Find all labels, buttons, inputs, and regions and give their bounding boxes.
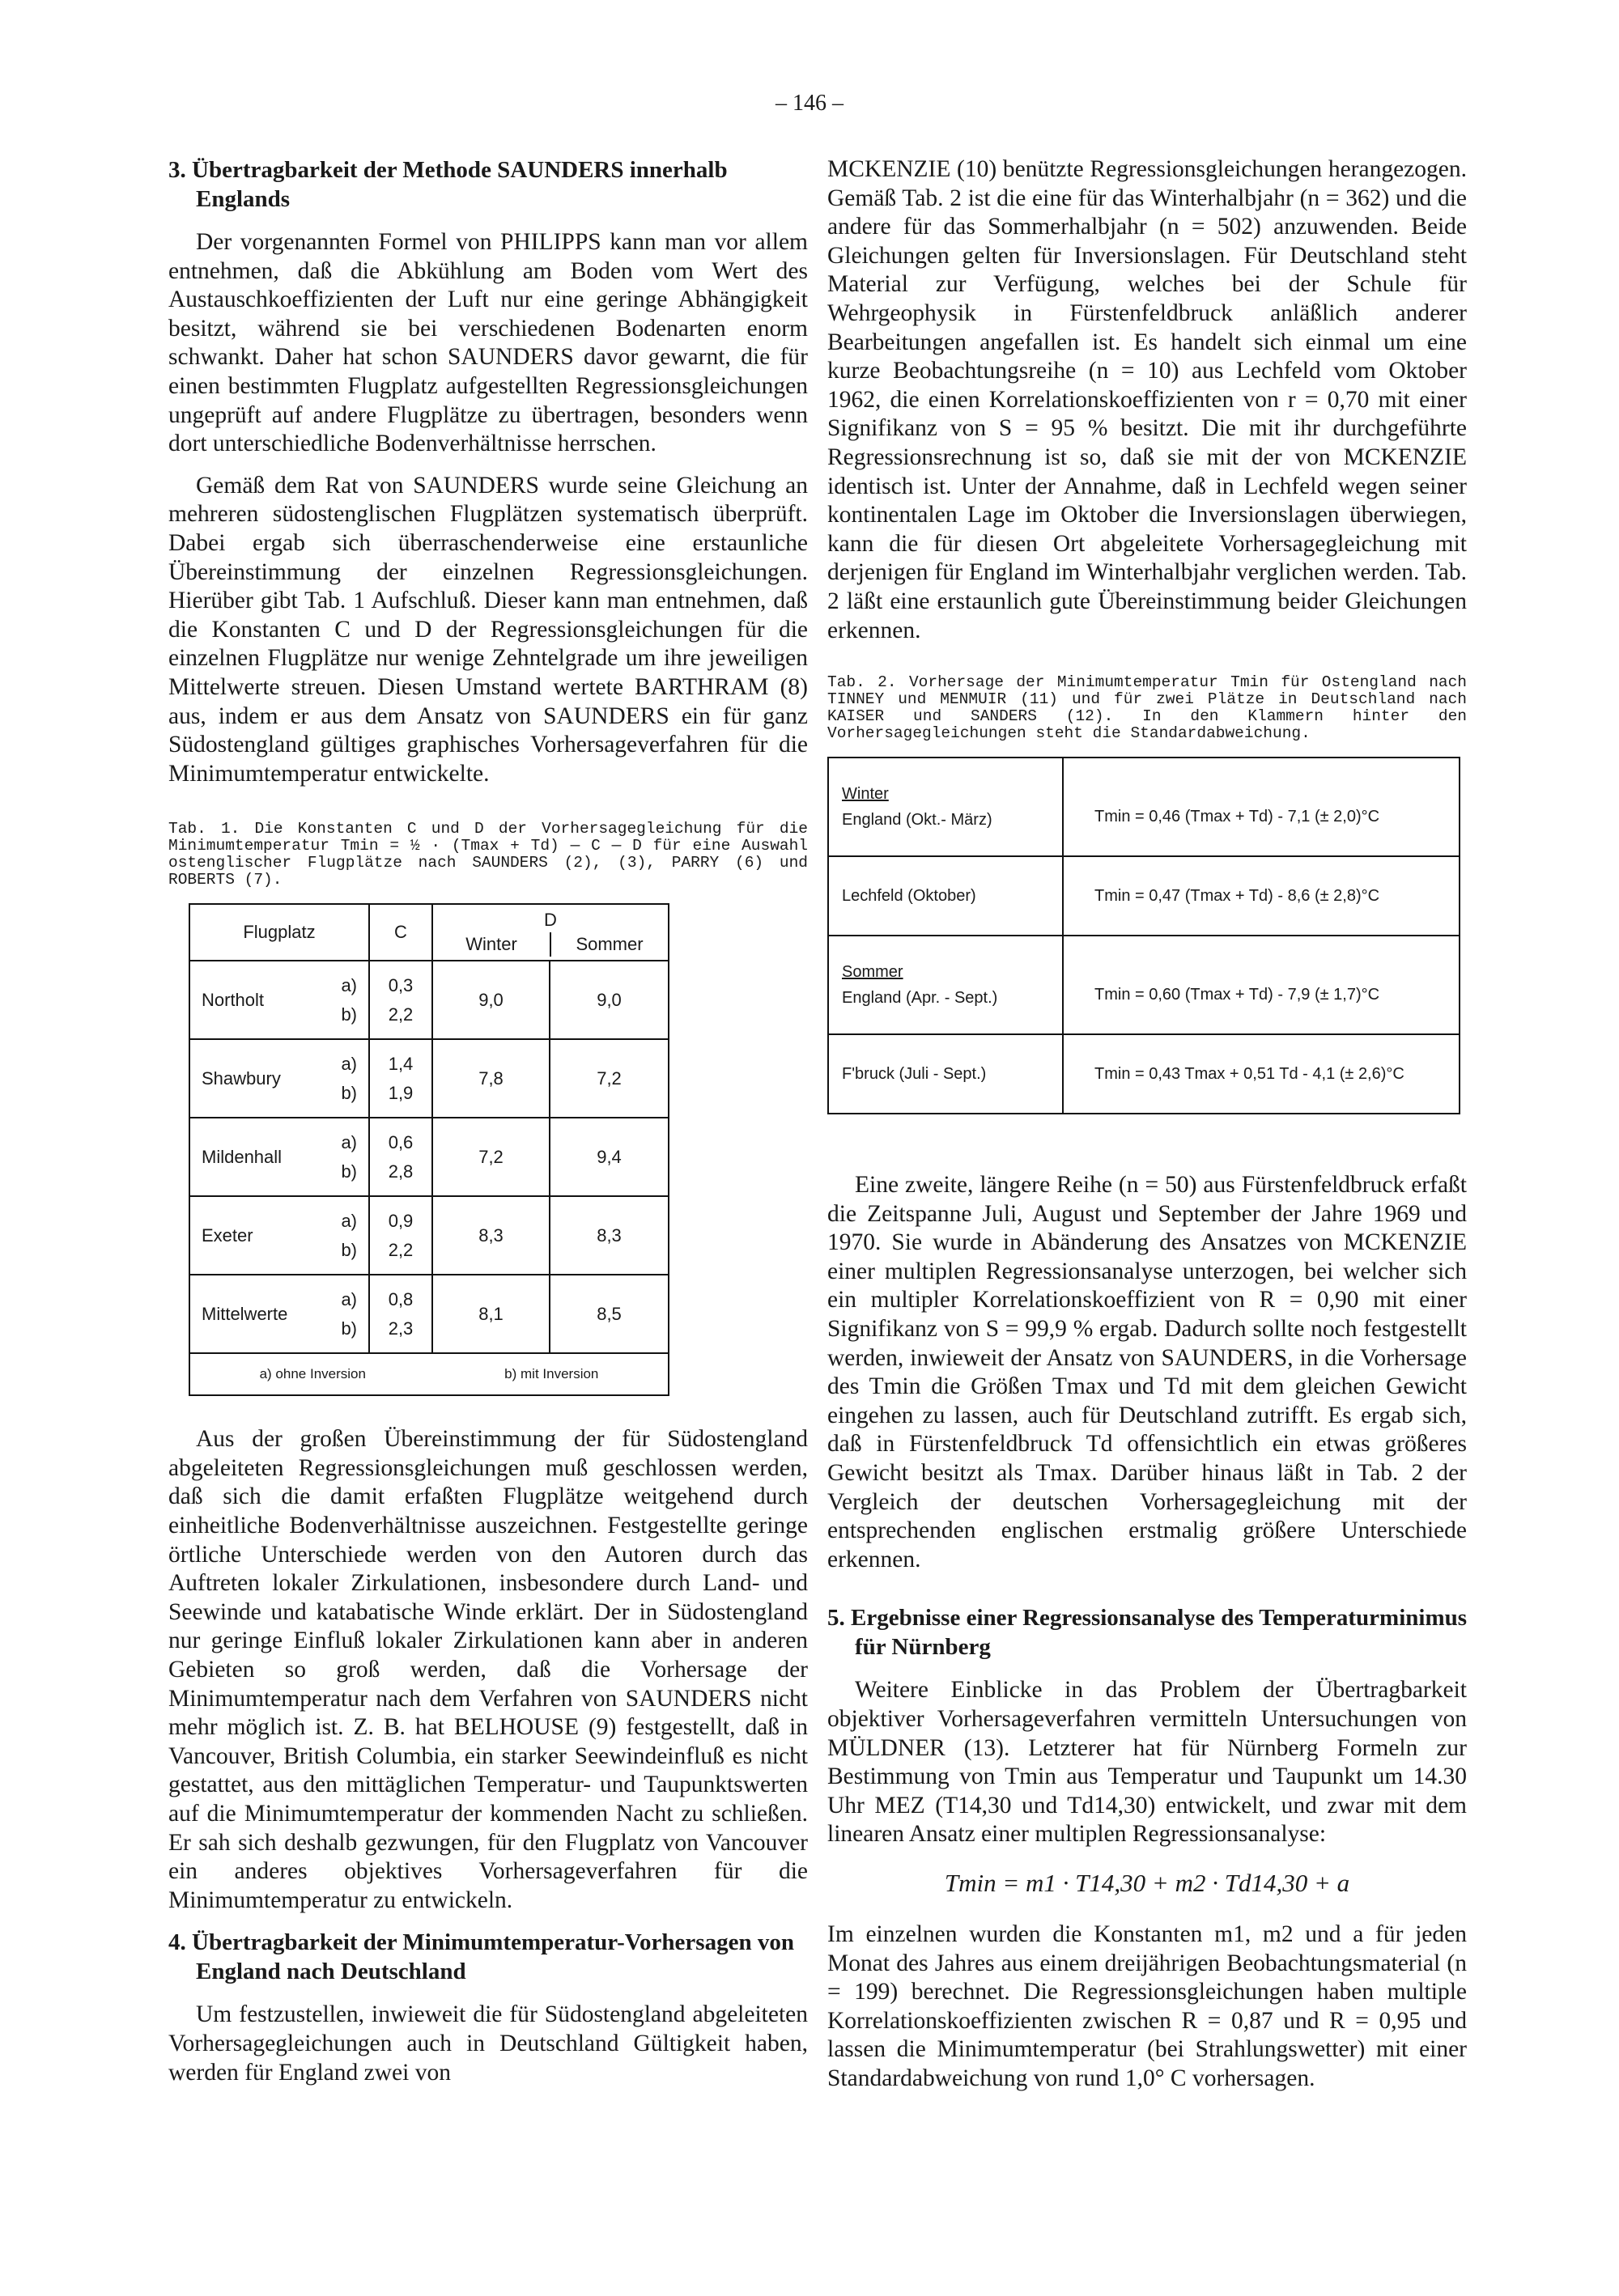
table-cell-winter: 7,8	[433, 1040, 550, 1118]
section-3-paragraph-1: Der vorgenannten Formel von PHILIPPS kann man vor allem entnehmen, daß die Abkühlung am Boden vom Wert des Austauschkoeffizienten der Luft nur eine geringe Abhängigkeit besitzt, während sie bei verschiedenen Bodenarten enorm schwankt. Daher hat schon SAUNDERS davor gewarnt, die für einen bestimmten Flugplatz aufgestellten Regressionsgleichungen ungeprüft auf andere Flugplätze zu übertragen, besonders wenn dort unterschiedliche Bodenverhältnisse herrschen.	[168, 229, 808, 457]
table-row-label: Exeter a) b)	[190, 1197, 370, 1275]
section-3-paragraph-2: Gemäß dem Rat von SAUNDERS wurde seine Gleichung an mehreren südostenglischen Flugplätzen systematisch überprüft. Dabei ergab sich überraschenderweise eine erstaunliche Übereinstimmung der einzelnen Regressionsgleichungen. Hierüber gibt Tab. 1 Aufschluß. Dieser kann man entnehmen, daß die Konstanten C und D der Regressionsgleichungen für die einzelnen Flugplätze nur wenige Zehntelgrade um ihre jeweiligen Mittelwerte streuen. Diesen Umstand wertete BARTHRAM (8) aus, indem er aus dem Ansatz von SAUNDERS ein für ganz Südostengland gültiges graphisches Vorhersageverfahren für die Minimumtemperatur entwickelte.	[168, 472, 808, 787]
table-cell-c: 0,9 2,2	[370, 1197, 433, 1275]
table-cell-sommer: 9,4	[550, 1118, 668, 1197]
regression-formula: Tmin = m1 · T14,30 + m2 · Td14,30 + a	[944, 1868, 1350, 1897]
section-4-heading: 4. Übertragbarkeit der Minimumtemperatur-Vorhersagen von England nach Deutschland	[168, 1929, 794, 1985]
airfield-name: Mildenhall	[202, 1146, 283, 1167]
airfield-name: Shawbury	[202, 1067, 281, 1089]
page-number: – 146 –	[776, 91, 843, 116]
table-cell-winter: 7,2	[433, 1118, 550, 1197]
airfield-name: Northolt	[202, 989, 265, 1010]
table-cell-c: 0,6 2,8	[370, 1118, 433, 1197]
right-paragraph-2: Eine zweite, längere Reihe (n = 50) aus Fürstenfeldbruck erfaßt die Zeitspanne Juli, August und September der Jahre 1969 und 1970. Sie wurde in Abänderung des Ansatzes von MCKENZIE einer multiplen Regressionsanalyse unterzogen, bei welcher sich ein multipler Korrelationskoeffizient von R = 0,90 mit einer Signifikanz von S = 99,9 % ergab. Dadurch sollte noch festgestellt werden, inwieweit der Ansatz von SAUNDERS, in die Vorhersage des Tmin die Größen Tmax und Td mit dem gleichen Gewicht eingehen zu lassen, auch für Deutschland zutrifft. Es ergab sich, daß in Fürstenfeldbruck Td offensichtlich ein etwas größeres Gewicht besitzt als Tmax. Darüber hinaus läßt in Tab. 2 der Vergleich der deutschen Vorhersagegleichung mit der entsprechenden englischen erstmalig größere Unterschiede erkennen.	[827, 1172, 1467, 1572]
section-3-paragraph-3: Aus der großen Übereinstimmung der für Südostengland abgeleiteten Regressionsgleichungen muß geschlossen werden, daß sich die damit erfaßten Flugplätze weitgehend durch einheitliche Bodenverhältnisse auszeichnen. Festgestellte geringe örtliche Unterschiede werden von den Autoren durch das Auftreten lokaler Zirkulationen, insbesondere durch Land- und Seewinde und katabatische Winde erklärt. Der in Südostengland nur geringe Einfluß lokaler Zirkulationen kann aber in anderen Gebieten so groß werden, daß die Vorhersage der Minimumtemperatur nach dem Verfahren von SAUNDERS nicht mehr möglich ist. Z. B. hat BELHOUSE (9) festgestellt, daß in Vancouver, British Columbia, ein starker Seewindeinfluß es nicht gestattet, aus den mittäglichen Temperatur- und Taupunktswerten auf die Minimumtemperatur der kommenden Nacht zu schließen. Er sah sich deshalb gezwungen, für den Flugplatz von Vancouver ein anderes objektives Vorhersageverfahren für die Minimumtemperatur zu entwickeln.	[168, 1426, 808, 1913]
table-2-row-label: Sommer England (Apr. - Sept.)	[829, 936, 1064, 1035]
section-5-paragraph-1: Weitere Einblicke in das Problem der Übertragbarkeit objektiver Vorhersageverfahren vermitteln Untersuchungen von MÜLDNER (13). Letzterer hat für Nürnberg Formeln zur Bestimmung von Tmin aus Temperatur und Taupunkt um 14.30 Uhr MEZ (T14,30 und Td14,30) entwickelt, und zwar mit dem linearen Ansatz einer multiplen Regressionsanalyse:	[827, 1677, 1467, 1848]
table-cell-c: 0,8 2,3	[370, 1275, 433, 1354]
header-flugplatz: Flugplatz	[190, 905, 370, 961]
table-2-equation: Tmin = 0,47 (Tmax + Td) - 8,6 (± 2,8)°C	[1064, 857, 1459, 936]
table-cell-winter: 8,3	[433, 1197, 550, 1275]
table-cell-sommer: 8,5	[550, 1275, 668, 1354]
table-2-caption: Tab. 2. Vorhersage der Minimumtemperatur Tmin für Ostengland nach TINNEY und MENMUIR (11) und für zwei Plätze in Deutschland nach KAISER und SANDERS (12). In den Klammern hinter den Vorhersagegleichungen steht die Standardabweichung.	[827, 673, 1467, 743]
section-5-paragraph-2: Im einzelnen wurden die Konstanten m1, m2 und a für jeden Monat des Jahres aus einem dreijährigen Beobachtungsmaterial (n = 199) berechnet. Die Regressionsgleichungen haben multiple Korrelationskoeffizienten zwischen R = 0,87 und R = 0,95 und lassen die Minimumtemperatur (bei Strahlungswetter) mit einer Standardabweichung von rund 1,0° C vorhersagen.	[827, 1920, 1467, 2091]
right-paragraph-1: MCKENZIE (10) benützte Regressionsgleichungen herangezogen. Gemäß Tab. 2 ist die eine für das Winterhalbjahr (n = 362) und die andere für das Sommerhalbjahr (n = 502) anzuwenden. Beide Gleichungen gelten für Inversionslagen. Für Deutschland steht Material zur Verfügung, welches bei der Schule für Wehrgeophysik in Fürstenfeldbruck anläßlich anderer Bearbeitungen angefallen ist. Es handelt sich einmal um eine kurze Beobachtungsreihe (n = 10) aus Lechfeld vom Oktober 1962, die einen Korrelationskoeffizienten von r = 0,70 mit einer Signifikanz von S = 95 % besitzt. Die mit ihr durchgeführte Regressionsrechnung ist so, daß sie mit der von MCKENZIE identisch ist. Unter der Annahme, daß in Lechfeld wegen seiner kontinentalen Lage im Oktober die Inversionslagen überwiegen, kann die für diesen Ort abgeleitete Vorhersagegleichung mit derjenigen für England im Winterhalbjahr verglichen werden. Tab. 2 läßt eine erstaunlich gute Übereinstimmung beider Gleichungen erkennen.	[827, 156, 1467, 643]
table-row-label: Mittelwerte a) b)	[190, 1275, 370, 1354]
header-c: C	[370, 905, 433, 961]
table-2	[827, 757, 1460, 1114]
table-cell-c: 1,4 1,9	[370, 1040, 433, 1118]
section-4-paragraph-1: Um festzustellen, inwieweit die für Südostengland abgeleiteten Vorhersagegleichungen auch in Deutschland Gültigkeit haben, werden für England zwei von	[168, 2001, 808, 2086]
table-2-row-label: F'bruck (Juli - Sept.)	[829, 1035, 1064, 1113]
table-2-row-label: Lechfeld (Oktober)	[829, 857, 1064, 936]
header-d: D	[544, 910, 557, 931]
right-column	[827, 155, 1467, 2107]
header-d-group	[433, 905, 668, 961]
table-2-equation: Tmin = 0,43 Tmax + 0,51 Td - 4,1 (± 2,6)°C	[1094, 1064, 1404, 1083]
table-1-caption: Tab. 1. Die Konstanten C und D der Vorhersagegleichung für die Minimumtemperatur Tmin = ½ · (Tmax + Td) — C — D für eine Auswahl ostenglischer Flugplätze nach SAUNDERS (2), (3), PARRY (6) und ROBERTS (7).	[168, 820, 808, 889]
table-2-row-label: Winter England (Okt.- März)	[829, 758, 1064, 857]
table-cell-sommer: 9,0	[550, 961, 668, 1040]
table-row-label: Mildenhall a) b)	[190, 1118, 370, 1197]
table-cell-sommer: 8,3	[550, 1197, 668, 1275]
table-1	[189, 903, 669, 1396]
section-5-heading: 5. Ergebnisse einer Regressionsanalyse des Temperaturminimus für Nürnberg	[827, 1605, 1468, 1661]
header-winter: Winter	[433, 932, 551, 957]
table-cell-c: 0,3 2,2	[370, 961, 433, 1040]
table-2-equation: Tmin = 0,60 (Tmax + Td) - 7,9 (± 1,7)°C	[1064, 936, 1459, 1035]
airfield-name: Mittelwerte	[202, 1303, 288, 1324]
table-cell-winter: 9,0	[433, 961, 550, 1040]
left-column	[168, 155, 808, 2100]
table-row-label: Shawbury a) b)	[190, 1040, 370, 1118]
table-cell-winter: 8,1	[433, 1275, 550, 1354]
section-3-heading: 3. Übertragbarkeit der Methode SAUNDERS innerhalb Englands	[168, 157, 728, 212]
table-2-equation: Tmin = 0,46 (Tmax + Td) - 7,1 (± 2,0)°C	[1064, 758, 1459, 857]
table-cell-sommer: 7,2	[550, 1040, 668, 1118]
table-row-label: Northolt a) b)	[190, 961, 370, 1040]
header-sommer: Sommer	[576, 934, 644, 955]
table-1-footnote: a) ohne Inversion b) mit Inversion	[259, 1366, 599, 1382]
airfield-name: Exeter	[202, 1224, 253, 1246]
